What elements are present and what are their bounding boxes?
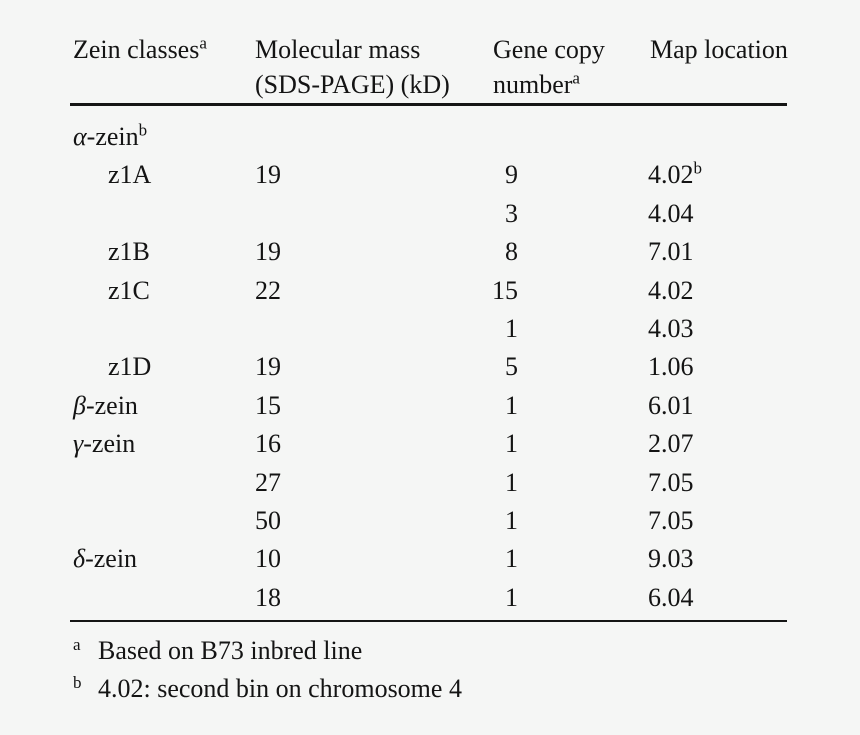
map-location-cell: 9.03 xyxy=(648,544,694,574)
footnote-text: 4.02: second bin on chromosome 4 xyxy=(98,674,462,703)
table-row xyxy=(70,310,787,348)
map-location-cell: 4.02 xyxy=(648,275,694,305)
map-location-cell: 7.05 xyxy=(648,505,694,535)
gene-copy-cell: 1 xyxy=(505,429,518,459)
map-location-cell: 4.03 xyxy=(648,313,694,343)
map-location-cell: 6.01 xyxy=(648,390,694,420)
gene-copy-cell: 1 xyxy=(505,582,518,612)
bottom-rule xyxy=(70,620,787,622)
molecular-mass-cell: 16 xyxy=(255,429,281,459)
header-text: number xyxy=(493,70,573,99)
greek-letter: δ xyxy=(73,544,86,574)
zein-class-cell: z1C xyxy=(108,275,150,305)
table-row xyxy=(70,272,787,310)
gene-copy-cell: 1 xyxy=(505,390,518,420)
molecular-mass-cell: 50 xyxy=(255,505,281,535)
map-location-cell: 1.06 xyxy=(648,352,694,382)
gene-copy-cell: 1 xyxy=(505,467,518,497)
map-location-cell: 4.02$^b$ xyxy=(648,158,702,190)
table-row xyxy=(70,425,787,463)
zein-class-cell: α-zein$^b$ xyxy=(73,120,148,151)
molecular-mass-cell: 10 xyxy=(255,544,281,574)
molecular-mass-cell: 27 xyxy=(255,467,281,497)
table-row xyxy=(70,502,787,540)
table-row xyxy=(70,118,787,156)
table-row xyxy=(70,156,787,194)
map-location-cell: 6.04 xyxy=(648,582,694,612)
table-row xyxy=(70,579,787,617)
table-row xyxy=(70,195,787,233)
footnote-marker: a xyxy=(73,635,81,654)
greek-letter: β xyxy=(73,390,86,420)
column-header-gene-copy-number xyxy=(493,32,605,102)
molecular-mass-cell: 19 xyxy=(255,352,281,382)
table-row xyxy=(70,387,787,425)
zein-class-cell: δ-zein xyxy=(73,544,138,574)
header-text: Gene copy xyxy=(493,35,605,64)
footnote-b xyxy=(73,670,787,708)
header-text: Zein classes xyxy=(73,35,200,64)
header-superscript: a xyxy=(199,33,207,53)
zein-class-cell: z1D xyxy=(108,352,152,382)
map-location-cell: 7.05 xyxy=(648,467,694,497)
table-body xyxy=(70,118,787,617)
map-location-cell: 2.07 xyxy=(648,429,694,459)
table-row xyxy=(70,233,787,271)
zein-class-cell: γ-zein xyxy=(73,429,136,459)
column-header-molecular-mass xyxy=(255,32,450,102)
zein-classes-table xyxy=(70,0,787,735)
table-row xyxy=(70,540,787,578)
gene-copy-cell: 8 xyxy=(505,237,518,267)
gene-copy-cell: 1 xyxy=(505,313,518,343)
gene-copy-cell: 5 xyxy=(505,352,518,382)
table-row xyxy=(70,348,787,386)
footnote-text: Based on B73 inbred line xyxy=(98,636,363,665)
map-location-cell: 4.04 xyxy=(648,198,694,228)
gene-copy-cell: 9 xyxy=(505,160,518,190)
header-rule xyxy=(70,103,787,106)
column-header-zein-classes xyxy=(73,32,207,67)
footnote-a xyxy=(73,632,787,670)
zein-class-cell: z1A xyxy=(108,160,152,190)
molecular-mass-cell: 22 xyxy=(255,275,281,305)
header-superscript: a xyxy=(572,68,580,88)
molecular-mass-cell: 15 xyxy=(255,390,281,420)
column-header-map-location xyxy=(650,32,788,67)
greek-letter: α xyxy=(73,122,87,151)
header-text: Map location xyxy=(650,35,788,64)
gene-copy-cell: 1 xyxy=(505,505,518,535)
zein-class-cell: β-zein xyxy=(73,390,138,420)
greek-letter: γ xyxy=(73,429,84,459)
map-location-cell: 7.01 xyxy=(648,237,694,267)
molecular-mass-cell: 19 xyxy=(255,237,281,267)
table-row xyxy=(70,464,787,502)
gene-copy-cell: 15 xyxy=(492,275,518,305)
zein-class-cell: z1B xyxy=(108,237,150,267)
header-text: (SDS-PAGE) (kD) xyxy=(255,70,450,99)
gene-copy-cell: 1 xyxy=(505,544,518,574)
footnote-marker: b xyxy=(73,673,82,692)
gene-copy-cell: 3 xyxy=(505,198,518,228)
molecular-mass-cell: 18 xyxy=(255,582,281,612)
header-text: Molecular mass xyxy=(255,35,421,64)
molecular-mass-cell: 19 xyxy=(255,160,281,190)
footnotes xyxy=(73,632,787,708)
